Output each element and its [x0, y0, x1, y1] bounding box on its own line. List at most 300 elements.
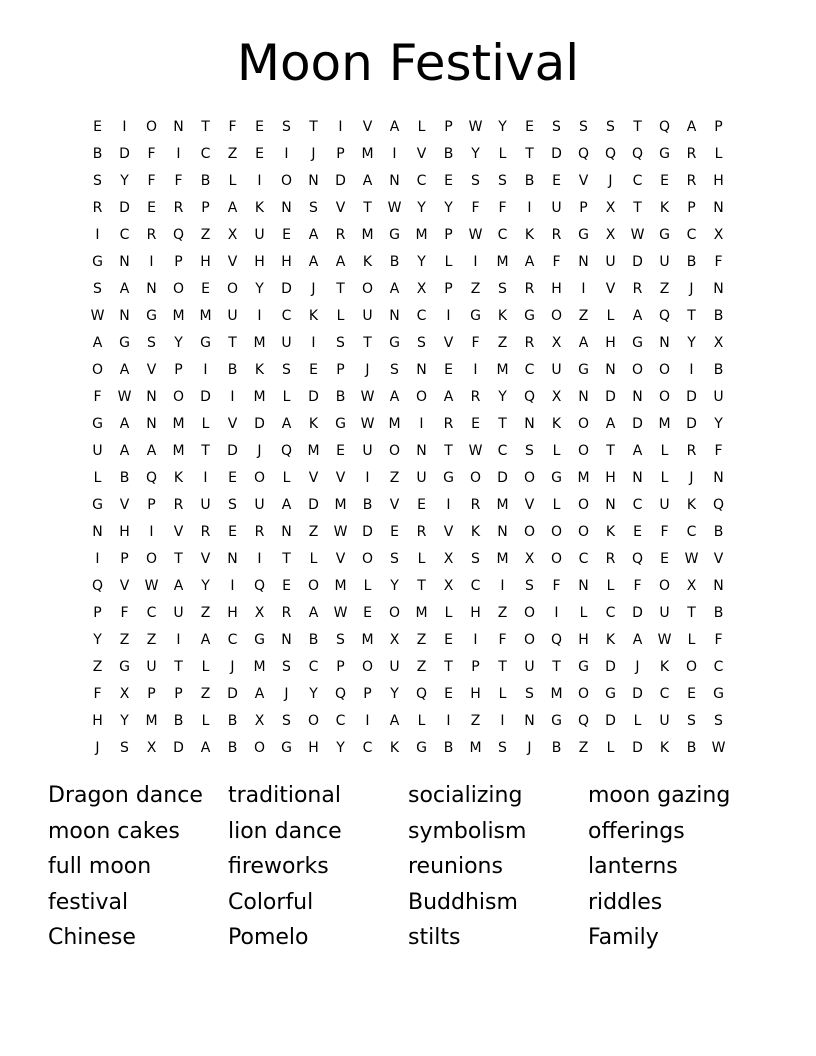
grid-letter: B	[551, 740, 562, 756]
word-list-item: stilts	[408, 925, 461, 951]
grid-letter: Q	[280, 443, 293, 459]
grid-letter: B	[227, 740, 238, 756]
grid-letter: C	[308, 659, 319, 675]
grid-letter: W	[333, 524, 348, 540]
grid-letter: R	[92, 200, 103, 216]
word-list-item: Family	[588, 925, 659, 951]
grid-letter: U	[200, 497, 211, 513]
grid-letter: V	[605, 281, 616, 297]
grid-letter: D	[632, 416, 643, 432]
grid-letter: D	[686, 416, 697, 432]
grid-letter: T	[309, 119, 318, 135]
grid-letter: E	[444, 632, 453, 648]
grid-letter: G	[578, 362, 589, 378]
grid-letter: P	[363, 686, 372, 702]
grid-letter: G	[335, 416, 346, 432]
grid-letter: W	[360, 389, 375, 405]
grid-letter: P	[471, 659, 480, 675]
grid-letter: D	[632, 254, 643, 270]
grid-letter: L	[282, 389, 291, 405]
grid-letter: O	[523, 632, 536, 648]
grid-letter: S	[498, 740, 507, 756]
grid-letter: K	[659, 659, 670, 675]
grid-letter: I	[176, 632, 181, 648]
grid-letter: N	[578, 389, 589, 405]
grid-letter: E	[390, 524, 399, 540]
grid-letter: F	[120, 605, 129, 621]
grid-letter: B	[362, 497, 373, 513]
grid-letter: N	[92, 524, 103, 540]
grid-letter: V	[578, 173, 589, 189]
grid-letter: I	[365, 713, 370, 729]
grid-letter: E	[633, 524, 642, 540]
grid-letter: M	[199, 308, 212, 324]
grid-letter: A	[362, 173, 373, 189]
grid-letter: K	[362, 254, 373, 270]
word-list-item: reunions	[408, 854, 503, 880]
grid-letter: N	[389, 173, 400, 189]
grid-letter: U	[524, 659, 535, 675]
grid-letter: E	[660, 173, 669, 189]
grid-letter: G	[578, 659, 589, 675]
grid-letter: X	[605, 200, 616, 216]
grid-letter: A	[389, 281, 400, 297]
word-list-item: Buddhism	[408, 889, 518, 915]
grid-letter: H	[200, 254, 211, 270]
grid-letter: H	[308, 740, 319, 756]
grid-letter: A	[281, 416, 292, 432]
grid-letter: S	[471, 551, 480, 567]
grid-letter: T	[498, 416, 507, 432]
grid-letter: U	[659, 605, 670, 621]
grid-letter: W	[630, 227, 645, 243]
grid-letter: L	[498, 146, 507, 162]
grid-letter: Z	[470, 281, 481, 297]
grid-letter: Z	[200, 686, 211, 702]
grid-letter: T	[174, 551, 183, 567]
grid-letter: J	[257, 443, 262, 459]
grid-letter: U	[281, 335, 292, 351]
grid-letter: S	[525, 686, 534, 702]
grid-letter: K	[605, 632, 616, 648]
grid-letter: G	[92, 254, 103, 270]
grid-letter: T	[228, 335, 237, 351]
grid-letter: U	[254, 227, 265, 243]
grid-letter: M	[496, 497, 509, 513]
word-list-item: lanterns	[588, 854, 678, 880]
grid-letter: A	[389, 389, 400, 405]
grid-letter: C	[632, 173, 643, 189]
grid-letter: G	[146, 308, 157, 324]
grid-letter: F	[498, 632, 507, 648]
grid-letter: Z	[389, 470, 400, 486]
grid-letter: P	[174, 686, 183, 702]
grid-letter: O	[469, 470, 482, 486]
grid-letter: E	[471, 416, 480, 432]
grid-letter: F	[147, 173, 156, 189]
grid-letter: D	[308, 497, 319, 513]
grid-letter: I	[149, 524, 154, 540]
grid-letter: A	[92, 335, 103, 351]
grid-letter: F	[228, 119, 237, 135]
grid-letter: I	[527, 200, 532, 216]
grid-letter: R	[686, 146, 697, 162]
grid-letter: I	[473, 632, 478, 648]
grid-letter: B	[200, 173, 211, 189]
grid-letter: H	[119, 524, 130, 540]
grid-letter: P	[579, 200, 588, 216]
grid-letter: E	[687, 686, 696, 702]
grid-letter: Y	[390, 578, 399, 594]
grid-letter: N	[281, 524, 292, 540]
grid-row	[84, 573, 732, 600]
grid-letter: W	[468, 443, 483, 459]
grid-letter: S	[282, 362, 291, 378]
grid-letter: L	[417, 713, 426, 729]
grid-letter: A	[632, 632, 643, 648]
grid-letter: M	[550, 686, 563, 702]
grid-letter: Q	[523, 389, 536, 405]
grid-letter: T	[552, 659, 561, 675]
grid-letter: U	[551, 362, 562, 378]
grid-letter: V	[362, 119, 373, 135]
grid-letter: Z	[659, 281, 670, 297]
grid-letter: S	[606, 119, 615, 135]
grid-letter: L	[606, 740, 615, 756]
word-list-item: full moon	[48, 854, 152, 880]
grid-letter: L	[633, 713, 642, 729]
grid-letter: M	[334, 497, 347, 513]
grid-letter: S	[93, 173, 102, 189]
grid-letter: K	[497, 308, 508, 324]
grid-letter: H	[281, 254, 292, 270]
grid-letter: G	[470, 308, 481, 324]
grid-letter: L	[282, 470, 291, 486]
grid-letter: P	[93, 605, 102, 621]
grid-letter: S	[687, 713, 696, 729]
grid-letter: O	[577, 686, 590, 702]
grid-letter: I	[419, 416, 424, 432]
grid-letter: P	[336, 146, 345, 162]
grid-letter: P	[174, 254, 183, 270]
grid-letter: H	[470, 686, 481, 702]
grid-letter: P	[174, 362, 183, 378]
grid-letter: C	[497, 443, 508, 459]
grid-row	[84, 681, 732, 708]
grid-letter: J	[311, 281, 316, 297]
grid-letter: Q	[334, 686, 347, 702]
grid-letter: I	[122, 119, 127, 135]
grid-letter: P	[336, 362, 345, 378]
grid-letter: U	[173, 605, 184, 621]
word-list-item: traditional	[228, 783, 341, 808]
word-list	[48, 778, 768, 956]
grid-letter: L	[309, 551, 318, 567]
grid-letter: M	[496, 362, 509, 378]
grid-letter: S	[390, 551, 399, 567]
grid-letter: F	[471, 200, 480, 216]
grid-letter: J	[230, 659, 235, 675]
grid-letter: F	[147, 146, 156, 162]
grid-letter: V	[416, 146, 427, 162]
grid-letter: I	[392, 146, 397, 162]
grid-letter: E	[255, 119, 264, 135]
grid-letter: X	[416, 281, 427, 297]
grid-letter: Y	[417, 254, 426, 270]
grid-letter: F	[93, 389, 102, 405]
grid-letter: L	[606, 578, 615, 594]
word-list-item: moon gazing	[588, 783, 731, 808]
grid-letter: B	[443, 146, 454, 162]
grid-letter: V	[389, 497, 400, 513]
grid-letter: G	[443, 470, 454, 486]
grid-letter: S	[471, 173, 480, 189]
grid-letter: K	[470, 524, 481, 540]
grid-letter: U	[389, 659, 400, 675]
grid-letter: N	[659, 335, 670, 351]
grid-letter: X	[551, 335, 562, 351]
grid-letter: X	[551, 389, 562, 405]
grid-letter: J	[689, 470, 694, 486]
word-list-item: Pomelo	[228, 925, 309, 951]
grid-letter: E	[228, 524, 237, 540]
grid-letter: N	[173, 119, 184, 135]
grid-letter: A	[173, 578, 184, 594]
grid-letter: O	[388, 443, 401, 459]
grid-row	[84, 222, 732, 249]
grid-letter: D	[632, 605, 643, 621]
grid-letter: M	[388, 416, 401, 432]
grid-letter: X	[119, 686, 130, 702]
grid-letter: G	[551, 713, 562, 729]
grid-letter: Z	[92, 659, 103, 675]
grid-letter: X	[254, 605, 265, 621]
grid-letter: W	[360, 416, 375, 432]
grid-letter: N	[119, 254, 130, 270]
grid-letter: J	[311, 146, 316, 162]
grid-letter: Y	[93, 632, 102, 648]
grid-letter: E	[444, 362, 453, 378]
grid-letter: Z	[416, 659, 427, 675]
grid-letter: O	[577, 497, 590, 513]
grid-letter: S	[309, 200, 318, 216]
grid-row	[84, 195, 732, 222]
grid-letter: Y	[498, 389, 507, 405]
grid-letter: N	[524, 713, 535, 729]
grid-letter: I	[149, 254, 154, 270]
grid-letter: D	[362, 524, 373, 540]
grid-letter: L	[606, 308, 615, 324]
grid-letter: R	[524, 281, 535, 297]
grid-letter: K	[308, 416, 319, 432]
grid-letter: X	[146, 740, 157, 756]
grid-letter: L	[201, 713, 210, 729]
grid-letter: F	[714, 632, 723, 648]
grid-letter: M	[361, 146, 374, 162]
grid-letter: Z	[227, 146, 238, 162]
grid-letter: P	[444, 227, 453, 243]
grid-letter: U	[146, 659, 157, 675]
word-list-item: Chinese	[48, 925, 136, 951]
grid-letter: B	[524, 173, 535, 189]
grid-letter: R	[551, 227, 562, 243]
grid-letter: N	[119, 308, 130, 324]
grid-letter: Z	[470, 713, 481, 729]
grid-row	[84, 546, 732, 573]
grid-letter: F	[552, 254, 561, 270]
grid-row	[84, 384, 732, 411]
grid-letter: J	[635, 659, 640, 675]
grid-letter: X	[605, 227, 616, 243]
grid-letter: V	[119, 578, 130, 594]
grid-letter: Q	[172, 227, 185, 243]
grid-letter: J	[284, 686, 289, 702]
grid-row	[84, 330, 732, 357]
grid-letter: H	[578, 632, 589, 648]
grid-letter: D	[605, 389, 616, 405]
grid-letter: I	[176, 146, 181, 162]
grid-letter: H	[605, 335, 616, 351]
grid-letter: D	[632, 740, 643, 756]
grid-letter: A	[308, 605, 319, 621]
grid-row	[84, 627, 732, 654]
grid-letter: A	[524, 254, 535, 270]
grid-letter: S	[282, 659, 291, 675]
grid-letter: A	[119, 281, 130, 297]
grid-letter: R	[605, 551, 616, 567]
grid-letter: F	[660, 524, 669, 540]
grid-letter: C	[524, 362, 535, 378]
grid-letter: L	[417, 119, 426, 135]
grid-row	[84, 411, 732, 438]
grid-letter: K	[551, 416, 562, 432]
grid-letter: O	[307, 713, 320, 729]
grid-letter: Y	[498, 119, 507, 135]
grid-letter: U	[659, 713, 670, 729]
grid-letter: R	[173, 200, 184, 216]
grid-letter: N	[227, 551, 238, 567]
grid-letter: C	[605, 605, 616, 621]
word-list-item: festival	[48, 889, 129, 915]
grid-letter: T	[201, 443, 210, 459]
grid-letter: M	[145, 713, 158, 729]
grid-letter: L	[714, 146, 723, 162]
grid-letter: Z	[119, 632, 130, 648]
grid-letter: C	[686, 524, 697, 540]
grid-letter: S	[525, 578, 534, 594]
grid-letter: N	[713, 281, 724, 297]
grid-letter: Q	[658, 308, 671, 324]
grid-letter: C	[497, 227, 508, 243]
grid-letter: K	[389, 740, 400, 756]
grid-letter: P	[147, 686, 156, 702]
grid-letter: X	[254, 713, 265, 729]
grid-letter: Y	[120, 713, 129, 729]
grid-letter: X	[443, 578, 454, 594]
grid-letter: Z	[416, 632, 427, 648]
grid-letter: M	[658, 416, 671, 432]
grid-letter: G	[389, 227, 400, 243]
grid-letter: O	[172, 281, 185, 297]
grid-letter: I	[203, 470, 208, 486]
grid-letter: R	[254, 524, 265, 540]
grid-letter: G	[416, 740, 427, 756]
grid-letter: O	[658, 389, 671, 405]
grid-letter: I	[95, 551, 100, 567]
grid-letter: R	[470, 389, 481, 405]
grid-letter: S	[336, 335, 345, 351]
grid-letter: O	[361, 659, 374, 675]
grid-letter: I	[230, 389, 235, 405]
grid-letter: M	[307, 443, 320, 459]
grid-letter: M	[496, 551, 509, 567]
grid-letter: T	[282, 551, 291, 567]
grid-letter: L	[660, 443, 669, 459]
grid-letter: N	[605, 362, 616, 378]
grid-letter: E	[201, 281, 210, 297]
grid-letter: L	[417, 551, 426, 567]
page-title: Moon Festival	[236, 34, 580, 92]
grid-letter: F	[174, 173, 183, 189]
grid-row	[84, 141, 732, 168]
grid-letter: S	[228, 497, 237, 513]
grid-letter: M	[469, 740, 482, 756]
grid-letter: M	[172, 308, 185, 324]
grid-letter: T	[633, 119, 642, 135]
grid-letter: K	[308, 308, 319, 324]
grid-letter: O	[577, 416, 590, 432]
grid-letter: B	[713, 362, 724, 378]
grid-letter: V	[335, 551, 346, 567]
grid-letter: D	[335, 173, 346, 189]
grid-letter: M	[361, 632, 374, 648]
grid-letter: D	[200, 389, 211, 405]
word-list-item: riddles	[588, 889, 663, 915]
grid-letter: T	[498, 659, 507, 675]
grid-letter: B	[713, 524, 724, 540]
grid-letter: W	[117, 389, 132, 405]
grid-letter: I	[446, 308, 451, 324]
grid-letter: F	[714, 443, 723, 459]
grid-letter: L	[228, 173, 237, 189]
grid-letter: Q	[91, 578, 104, 594]
grid-letter: C	[227, 632, 238, 648]
grid-letter: H	[227, 605, 238, 621]
grid-letter: Q	[145, 470, 158, 486]
grid-letter: L	[93, 470, 102, 486]
grid-letter: T	[363, 335, 372, 351]
word-list-item: lion dance	[228, 818, 342, 844]
grid-letter: Q	[631, 551, 644, 567]
grid-letter: M	[361, 227, 374, 243]
grid-letter: M	[253, 335, 266, 351]
grid-letter: G	[254, 632, 265, 648]
grid-letter: Q	[253, 578, 266, 594]
grid-letter: B	[686, 740, 697, 756]
grid-letter: L	[660, 470, 669, 486]
grid-letter: B	[227, 362, 238, 378]
grid-letter: U	[362, 443, 373, 459]
grid-letter: A	[632, 308, 643, 324]
grid-letter: H	[605, 470, 616, 486]
grid-letter: N	[713, 578, 724, 594]
grid-letter: A	[146, 443, 157, 459]
grid-letter: L	[552, 497, 561, 513]
grid-letter: Y	[120, 173, 129, 189]
grid-letter: J	[95, 740, 100, 756]
grid-letter: A	[119, 362, 130, 378]
grid-letter: Z	[497, 605, 508, 621]
